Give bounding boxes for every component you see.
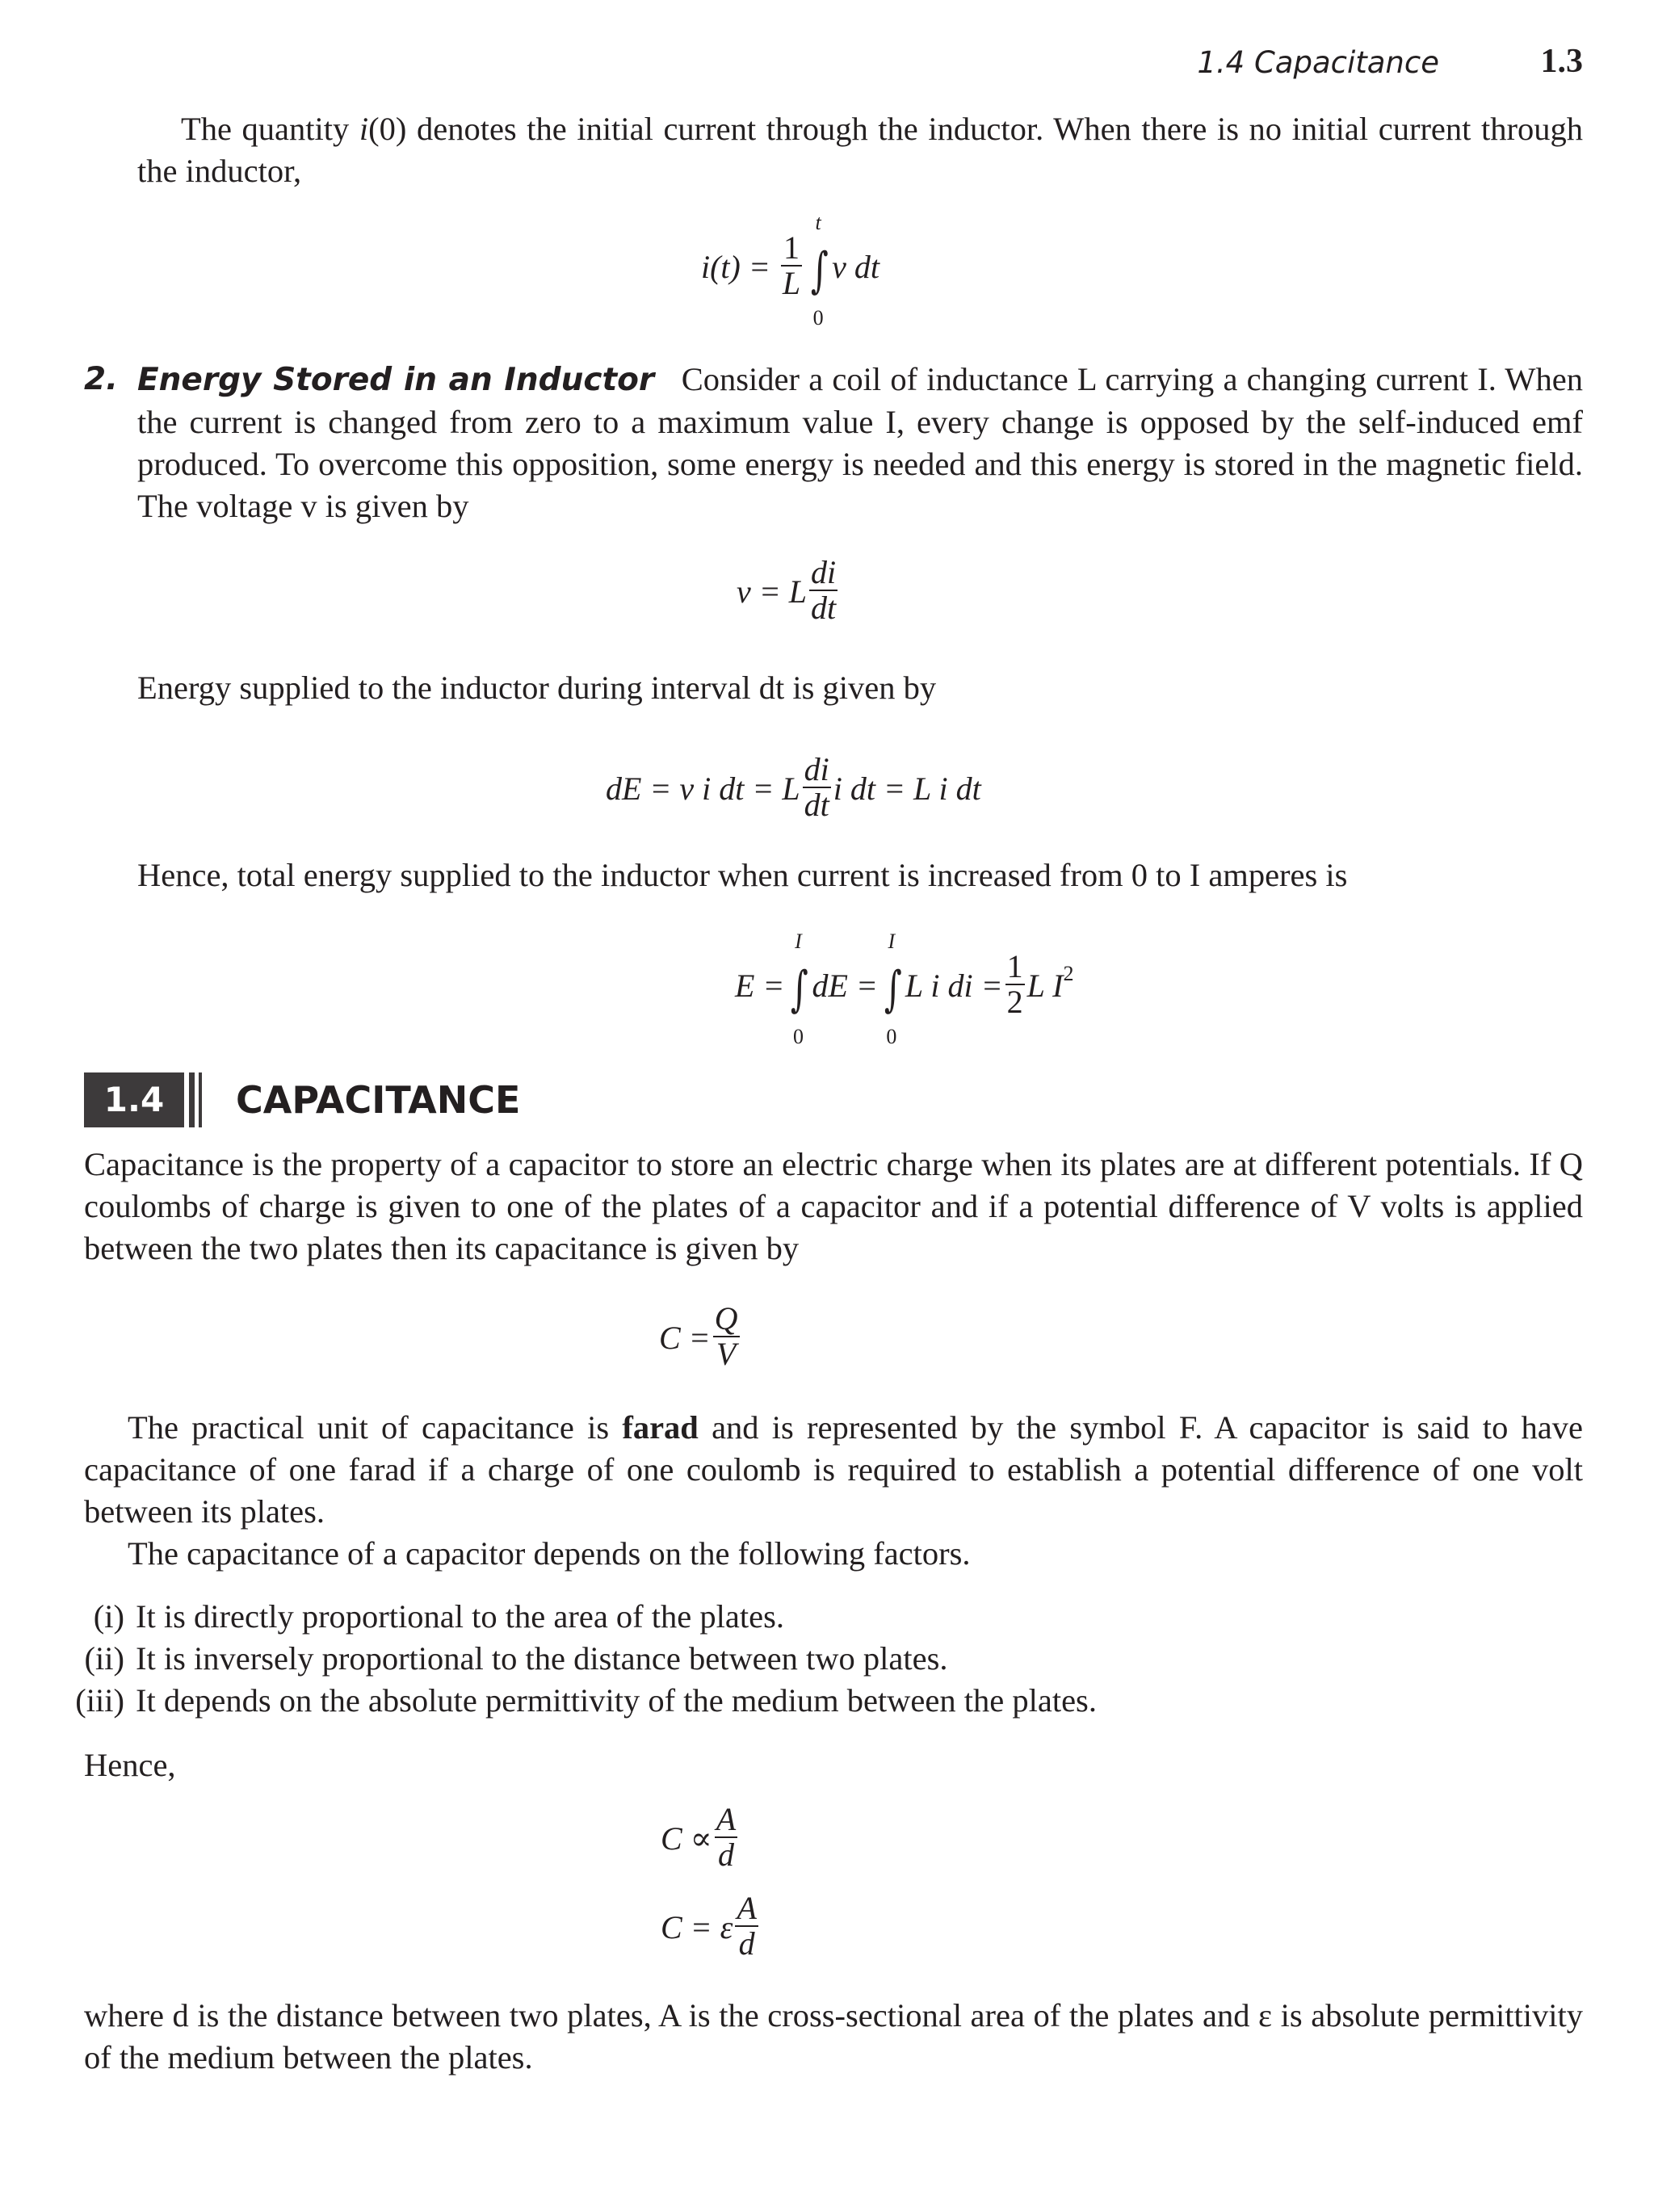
integral-sign: I ∫ 0 [884,930,902,1048]
fraction: $\frac{di}{dt}$ [811,554,837,626]
paragraph-farad-unit: The practical unit of capacitance is farad and is represented by the symbol F. A capacitor is said to have capacitance of one farad if a charge of one coulomb is required to establish a potential difference of one volt between its plates. [84,1409,1583,1530]
section-divider-bar [199,1072,202,1127]
section-divider-bar [189,1072,195,1127]
subsection-title: Energy Stored in an Inductor [137,362,655,398]
equation-capacitance-permittivity: C = ε $\frac{A}{d}$ [661,1890,757,1962]
paragraph-energy-stored: 2. Energy Stored in an Inductor Consider a coil of inductance L carrying a changing current I. When the current is changed from zero to a maximum value I, every change is opposed by the self-induced emf produced. To overcome this opposition, some energy is needed and this energy is stored in the magnetic field. The voltage v is given by [137,359,1583,527]
integral-sign: t ∫ 0 [811,211,829,329]
list-item: (iii) It depends on the absolute permittivity of the medium between the plates. [75,1682,1097,1719]
paragraph-total-energy: Hence, total energy supplied to the inductor when current is increased from 0 to I amperes is [137,857,1348,893]
paragraph-where: where d is the distance between two plates, A is the cross-sectional area of the plates and ε is absolute permittivity of the medium between the plates. [84,1997,1583,2076]
fraction: $\frac{1}{L}$ [782,229,801,301]
section-title: CAPACITANCE [236,1078,521,1122]
list-item: (i) It is directly proportional to the area of the plates. [93,1598,784,1635]
equation-energy-differential: dE = v i dt = L $\frac{di}{dt}$ i dt = L i dt [606,751,981,823]
subsection-heading: 2. [84,361,118,397]
paragraph-hence: Hence, [84,1747,176,1783]
fraction: $\frac{1}{2}$ [1006,948,1023,1020]
section-number-badge: 1.4 [84,1072,184,1127]
fraction: $\frac{di}{dt}$ [804,751,829,823]
equation-inductor-voltage: v = L $\frac{di}{dt}$ [737,554,837,626]
fraction: $\frac{Q}{V}$ [714,1300,738,1372]
equation-capacitance: C = $\frac{Q}{V}$ [659,1300,738,1372]
integral-sign: I ∫ 0 [791,930,809,1048]
paragraph-energy-interval: Energy supplied to the inductor during interval dt is given by [137,669,937,706]
fraction: $\frac{A}{d}$ [737,1890,757,1962]
equation-capacitance-proportional: C ∝ $\frac{A}{d}$ [661,1801,737,1873]
fraction: $\frac{A}{d}$ [716,1801,737,1873]
paragraph-capacitance-definition: Capacitance is the property of a capacitor to store an electric charge when its plates are at different potentials. If Q coulombs of charge is given to one of the plates of a capacitor and if a potential difference of V volts is applied between the two plates then its capacitance is given by [84,1146,1583,1266]
list-item: (ii) It is inversely proportional to the distance between two plates. [84,1640,948,1677]
equation-current-integral: i(t) = $\frac{1}{L}$ t ∫ 0 v dt [701,211,879,329]
page-number: 1.3 [1540,43,1583,80]
running-header-section: 1.4 Capacitance [1197,45,1439,80]
paragraph-initial-current: The quantity i(0) denotes the initial current through the inductor. When there is no initial current through the inductor, [137,111,1583,189]
equation-total-energy: E = I ∫ 0 dE = I ∫ 0 L i di = $\frac{1}{2}$ L $I^2$ [735,930,1074,1048]
paragraph-factors: The capacitance of a capacitor depends on the following factors. [128,1535,971,1572]
